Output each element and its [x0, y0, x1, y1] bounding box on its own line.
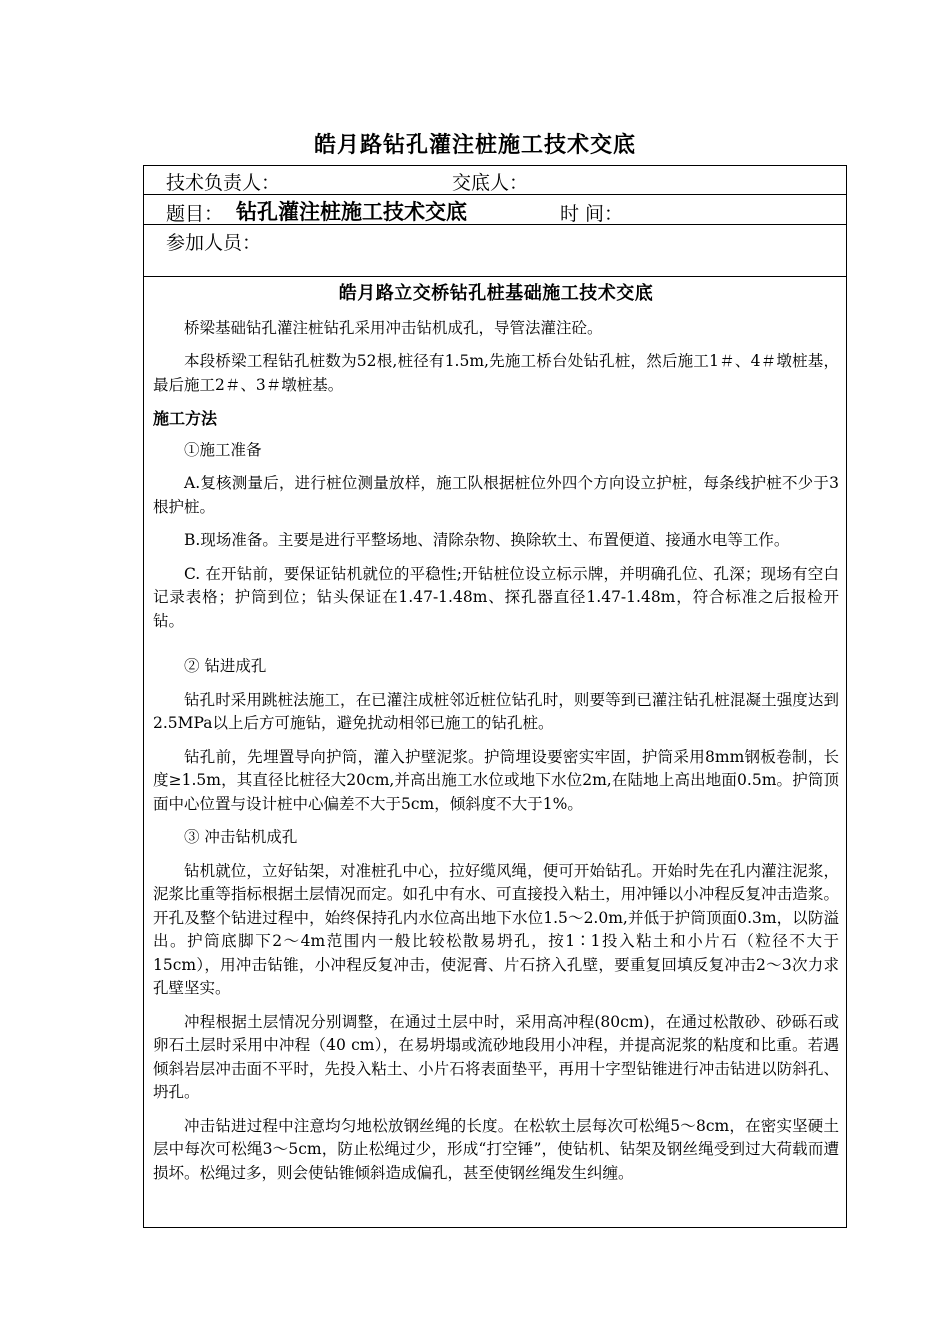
row-responsible	[144, 166, 846, 195]
content-body	[153, 282, 839, 1195]
document-title: 皓月路钻孔灌注桩施工技术交底	[313, 132, 636, 158]
participants-label: 参加人员：	[166, 232, 262, 254]
section-3-title: ③ 冲击钻机成孔	[184, 828, 298, 846]
subject-label: 题目：	[166, 203, 224, 225]
section-2-paragraph: 钻孔前，先埋置导向护筒，灌入护壁泥浆。护筒埋设要密实牢固，护筒采用8mm钢板卷制，长度≥1.5m，其直径比桩径大20cm,并高出施工水位或地下水位2m,在陆地上高出地面0.5m。护筒顶面中心位置与设计桩中心偏差不大于5cm，倾斜度不大于1%。	[153, 747, 839, 813]
tech-lead-label: 技术负责人：	[166, 172, 281, 194]
method-title: 施工方法	[153, 409, 218, 428]
section-3-paragraph: 冲击钻进过程中注意均匀地松放钢丝绳的长度。在松软土层每次可松绳5～8cm，在密实坚硬土层中每次可松绳3～5cm，防止松绳过少，形成“打空锤”，使钻机、钻架及钢丝绳受到过大荷载而遭损坏。松绳过多，则会使钻锥倾斜造成偏孔，甚至使钢丝绳发生纠缠。	[153, 1116, 839, 1182]
section-1-paragraph: B.现场准备。主要是进行平整场地、清除杂物、换除软土、布置便道、接通水电等工作。	[184, 531, 790, 549]
section-3-paragraph: 冲程根据土层情况分别调整，在通过土层中时，采用高冲程(80cm)，在通过松散砂、砂砾石或卵石土层时采用中冲程（40 cm），在易坍塌或流砂地段用小冲程，并提高泥浆的粘度和比重。若遇倾斜岩层冲击面不平时，先投入粘土、小片石将表面垫平，再用十字型钻锥进行冲击钻进以防斜孔、坍孔。	[153, 1012, 839, 1101]
intro-paragraph: 桥梁基础钻孔灌注桩钻孔采用冲击钻机成孔，导管法灌注砼。	[184, 318, 603, 337]
handover-table	[143, 165, 847, 1228]
time-label: 时 间：	[560, 203, 624, 225]
content-heading: 皓月路立交桥钻孔桩基础施工技术交底	[338, 283, 654, 304]
section-1-paragraph: A.复核测量后，进行桩位测量放样，施工队根据桩位外四个方向设立护桩，每条线护桩不少于3根护桩。	[153, 474, 839, 516]
section-2-paragraph: 钻孔时采用跳桩法施工，在已灌注成桩邻近桩位钻孔时，则要等到已灌注钻孔桩混凝土强度达到2.5MPa以上后方可施钻，避免扰动相邻已施工的钻孔桩。	[153, 690, 839, 732]
section-3-paragraph: 钻机就位，立好钻架，对准桩孔中心，拉好缆风绳，便可开始钻孔。开始时先在孔内灌注泥浆，泥浆比重等指标根据土层情况而定。如孔中有水、可直接投入粘土，用冲锤以小冲程反复冲击造浆。开孔及整个钻进过程中，始终保持孔内水位高出地下水位1.5～2.0m,并低于护筒顶面0.3m，以防溢出。护筒底脚下2～4m范围内一般比较松散易坍孔，按1∶1投入粘土和小片石（粒径不大于15cm），用冲击钻锥，小冲程反复冲击，使泥膏、片石挤入孔壁，要重复回填反复冲击2～3次力求孔壁坚实。	[153, 861, 839, 997]
subject-value: 钻孔灌注桩施工技术交底	[236, 199, 467, 224]
section-2-title: ② 钻进成孔	[184, 657, 267, 675]
row-participants	[144, 225, 846, 277]
row-subject	[144, 195, 846, 225]
intro-paragraph: 本段桥梁工程钻孔桩数为52根,桩径有1.5m,先施工桥台处钻孔桩，然后施工1＃、4＃墩桩基，最后施工2＃、3＃墩桩基。	[153, 352, 839, 394]
section-1-paragraph: C. 在开钻前，要保证钻机就位的平稳性;开钻桩位设立标示牌，并明确孔位、孔深；现场有空白记录表格；护筒到位；钻头保证在1.47-1.48m、探孔器直径1.47-1.48m，符合标准之后报检开钻。	[153, 564, 839, 630]
section-1-title: ①施工准备	[184, 440, 262, 459]
presenter-label: 交底人：	[452, 172, 529, 194]
